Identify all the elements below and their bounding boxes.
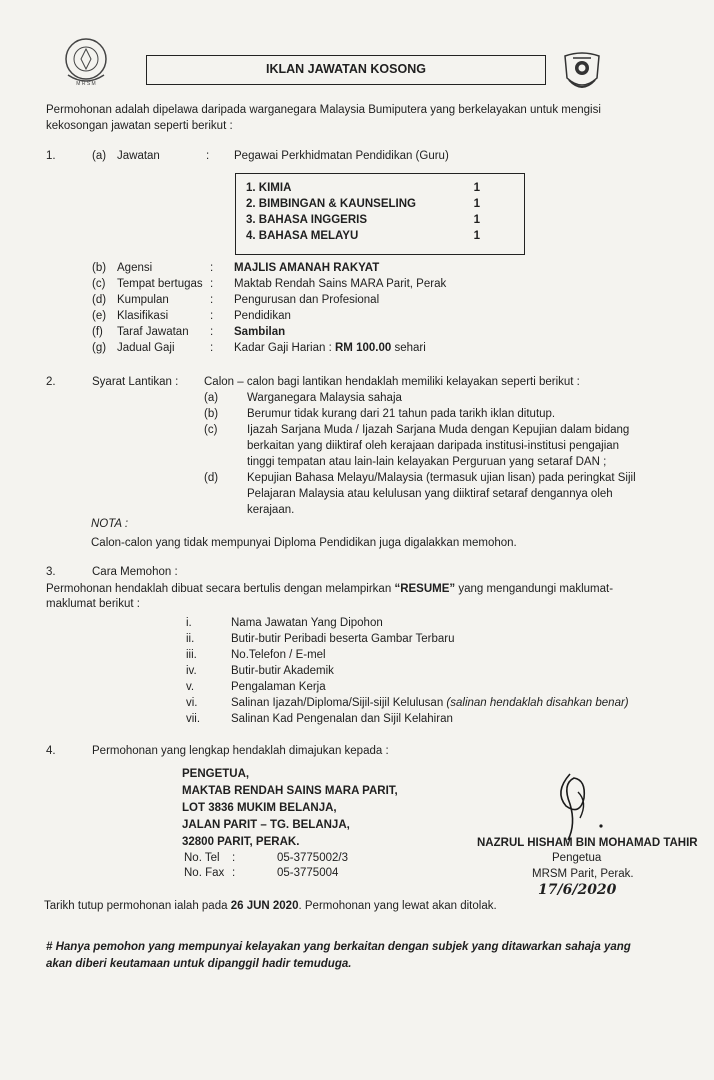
post-number: 4. [246,230,256,242]
detail-label: (c) [92,278,106,290]
post-row [246,198,516,210]
detail-label: (g) [92,342,107,354]
detail-field: Tempat bertugas [117,278,203,290]
address-line: JALAN PARIT – TG. BELANJA, [182,819,350,831]
address-line: LOT 3836 MUKIM BELANJA, [182,802,337,814]
jawatan-value: Pegawai Perkhidmatan Pendidikan (Guru) [234,150,449,162]
cara-item-number: v. [186,681,195,693]
gaji-text: Kadar Gaji Harian : [234,342,332,354]
handwritten-signature [540,770,610,842]
section-3-heading: Cara Memohon : [92,566,178,578]
cara-item-text [231,697,629,709]
post-count: 1 [473,214,480,226]
section-4-lead: Permohonan yang lengkap hendaklah dimajukan kepada : [92,745,389,757]
closing-date-line [44,900,497,912]
cara-item-text: Butir-butir Peribadi beserta Gambar Terbaru [231,633,455,645]
jawatan-label-marker: (a) [92,150,107,162]
syarat-label: (c) [204,424,218,436]
syarat-text: tinggi tempatan atau lain-lain kelayakan Perguruan yang setaraf DAN ; [247,456,607,468]
intro-line-2: kekosongan jawatan seperti berikut : [46,120,233,132]
detail-field: Taraf Jawatan [117,326,189,338]
syarat-text: Berumur tidak kurang dari 21 tahun pada tarikh iklan ditutup. [247,408,556,420]
detail-colon: : [210,310,214,322]
cara-item-number: ii. [186,633,195,645]
detail-label: (e) [92,310,107,322]
detail-colon: : [210,262,214,274]
post-count: 1 [473,198,480,210]
syarat-text: Warganegara Malaysia sahaja [247,392,402,404]
intro-line-1: Permohonan adalah dipelawa daripada warganegara Malaysia Bumiputera yang berkelayakan untuk mengisi [46,104,601,116]
section-1-number: 1. [46,150,56,162]
priority-note-line-1: # Hanya pemohon yang mempunyai kelayakan yang berkaitan dengan subjek yang ditawarkan sahaja yang [46,941,631,953]
syarat-label: (d) [204,472,219,484]
tel-colon: : [232,852,236,864]
signatory-org: MRSM Parit, Perak. [532,868,634,880]
post-row [246,182,516,194]
lead-text-c: yang mengandungi maklumat- [458,583,614,595]
post-number: 3. [246,214,256,226]
cara-item-number: vii. [186,713,201,725]
lead-text-a: Permohonan hendaklah dibuat secara bertulis dengan melampirkan [46,583,392,595]
detail-field: Agensi [117,262,153,274]
syarat-text: kerajaan. [247,504,295,516]
cara-item-number: iv. [186,665,197,677]
detail-colon: : [210,278,214,290]
post-number: 2. [246,198,256,210]
post-number: 1. [246,182,256,194]
syarat-text: Kepujian Bahasa Melayu/Malaysia (termasuk ujian lisan) pada peringkat Sijil [247,472,636,484]
signatory-name: NAZRUL HISHAM BIN MOHAMAD TAHIR [477,837,698,849]
cara-item-number: i. [186,617,192,629]
cara-item-note: (salinan hendaklah disahkan benar) [446,697,629,709]
cara-item-text: Salinan Kad Pengenalan dan Sijil Kelahiran [231,713,453,725]
post-count: 1 [473,230,480,242]
post-name: BIMBINGAN & KAUNSELING [258,198,416,210]
nota-label: NOTA : [91,518,129,530]
post-name: KIMIA [258,182,292,194]
page-title: IKLAN JAWATAN KOSONG [146,55,546,85]
detail-colon: : [210,294,214,306]
detail-label: (f) [92,326,103,338]
address-line: PENGETUA, [182,768,250,780]
detail-value-agensi: MAJLIS AMANAH RAKYAT [234,262,380,274]
closing-text-a: Tarikh tutup permohonan ialah pada [44,900,228,912]
signature-date: 17/6/2020 [538,882,617,898]
section-2-heading: Syarat Lantikan : [92,376,179,388]
cara-item-text: Nama Jawatan Yang Dipohon [231,617,383,629]
tel-value: 05-3775002/3 [277,852,348,864]
detail-value-kumpulan: Pengurusan dan Profesional [234,294,380,306]
detail-value-tempat: Maktab Rendah Sains MARA Parit, Perak [234,278,447,290]
nota-text: Calon-calon yang tidak mempunyai Diploma Pendidikan juga digalakkan memohon. [91,537,517,549]
detail-colon: : [210,326,214,338]
signatory-role: Pengetua [552,852,602,864]
address-line: 32800 PARIT, PERAK. [182,836,300,848]
closing-date: 26 JUN 2020 [230,900,299,912]
detail-field: Jadual Gaji [117,342,175,354]
section-3-number: 3. [46,566,56,578]
cara-item-number: iii. [186,649,197,661]
priority-note-line-2: akan diberi keutamaan untuk dipanggil hadir temuduga. [46,958,352,970]
detail-field: Klasifikasi [117,310,169,322]
posts-table [235,173,525,255]
address-line: MAKTAB RENDAH SAINS MARA PARIT, [182,785,398,797]
jawatan-field: Jawatan [117,150,160,162]
detail-value-taraf: Sambilan [234,326,286,338]
gaji-unit: sehari [394,342,426,354]
cara-item-text: No.Telefon / E-mel [231,649,326,661]
syarat-text: Pelajaran Malaysia atau kelulusan yang diiktiraf setaraf dengannya oleh [247,488,613,500]
syarat-label: (b) [204,408,219,420]
cara-item-text: Butir-butir Akademik [231,665,334,677]
fax-value: 05-3775004 [277,867,339,879]
post-name: BAHASA INGGERIS [258,214,367,226]
section-2-lead: Calon – calon bagi lantikan hendaklah memiliki kelayakan seperti berikut : [204,376,580,388]
syarat-text: berkaitan yang diiktiraf oleh kerajaan daripada institusi-institusi pengajian [247,440,620,452]
detail-field: Kumpulan [117,294,169,306]
section-2-number: 2. [46,376,56,388]
section-4-number: 4. [46,745,56,757]
mrsm-emblem-logo [561,50,603,94]
closing-text-b: . Permohonan yang lewat akan ditolak. [298,900,497,912]
detail-value-gaji [234,342,426,354]
fax-colon: : [232,867,236,879]
gaji-amount: RM 100.00 [335,342,392,354]
cara-item-number: vi. [186,697,198,709]
detail-label: (b) [92,262,107,274]
resume-keyword: “RESUME” [394,583,456,595]
post-name: BAHASA MELAYU [258,230,359,242]
svg-text:M R S M: M R S M [76,81,96,87]
fax-label: No. Fax [184,867,225,879]
school-crest-logo [58,37,114,87]
post-row [246,230,516,242]
detail-label: (d) [92,294,107,306]
post-count: 1 [473,182,480,194]
section-3-lead-2: maklumat berikut : [46,598,140,610]
cara-item-main: Salinan Ijazah/Diploma/Sijil-sijil Kelulusan [231,697,444,709]
tel-label: No. Tel [184,852,220,864]
syarat-text: Ijazah Sarjana Muda / Ijazah Sarjana Muda dengan Kepujian dalam bidang [247,424,630,436]
detail-value-klasifikasi: Pendidikan [234,310,291,322]
syarat-label: (a) [204,392,219,404]
cara-item-text: Pengalaman Kerja [231,681,326,693]
detail-colon: : [210,342,214,354]
post-row [246,214,516,226]
section-3-lead-1 [46,583,613,595]
jawatan-colon: : [206,150,210,162]
